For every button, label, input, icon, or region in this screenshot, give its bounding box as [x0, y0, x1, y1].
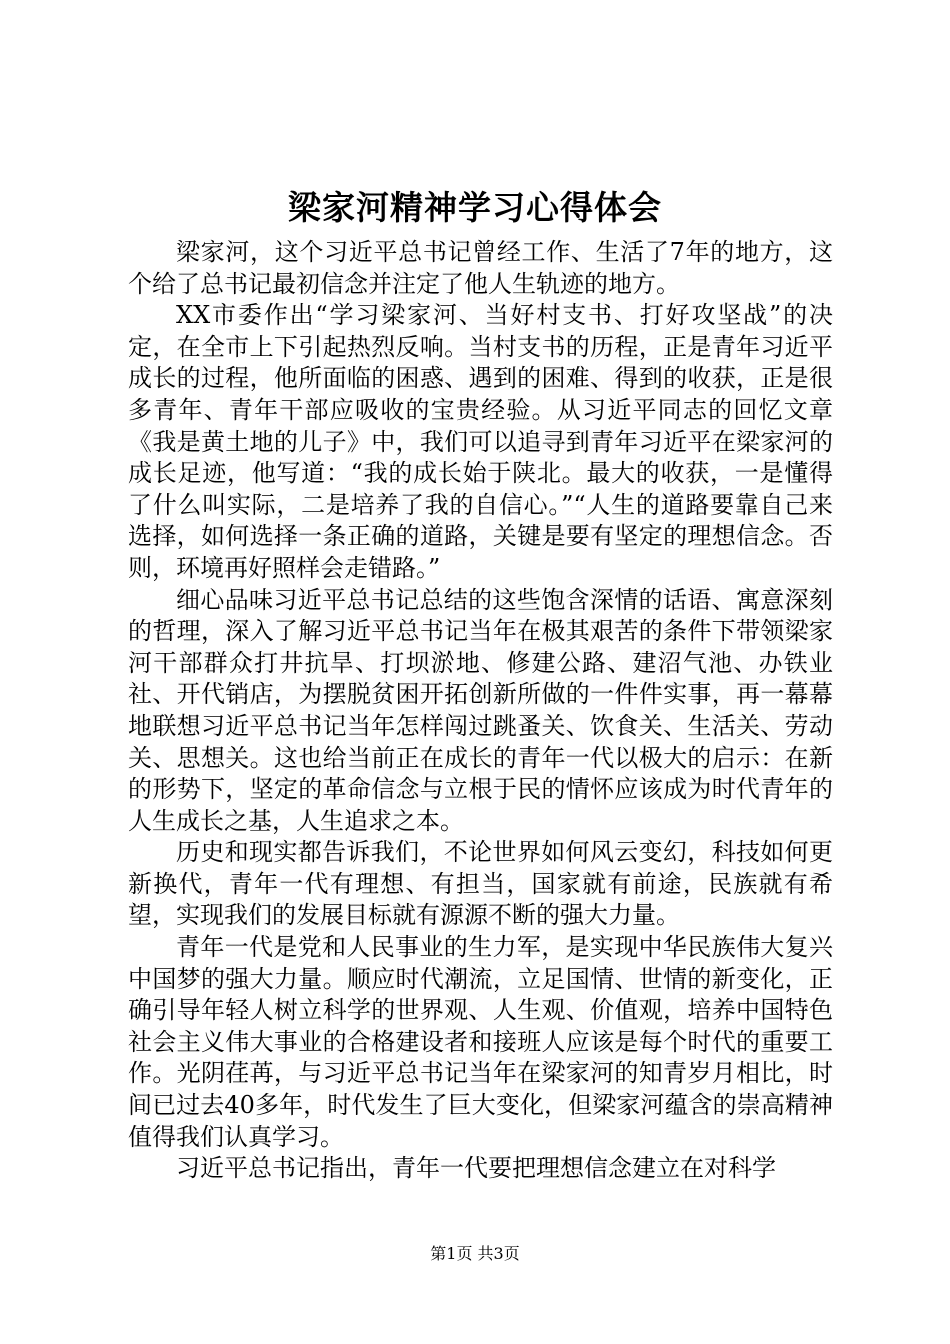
paragraph: 青年一代是党和人民事业的生力军，是实现中华民族伟大复兴中国梦的强大力量。顺应时代潮流，立足国情、世情的新变化，正确引导年轻人树立科学的世界观、人生观、价值观，培养中国特色社会主义伟大事业的合格建设者和接班人应该是每个时代的重要工作。光阴荏苒，与习近平总书记当年在梁家河的知青岁月相比，时间已过去40多年，时代发生了巨大变化，但梁家河蕴含的崇高精神值得我们认真学习。 — [128, 933, 833, 1151]
paragraph: 梁家河，这个习近平总书记曾经工作、生活了7年的地方，这个给了总书记最初信念并注定了他人生轨迹的地方。 — [128, 238, 833, 298]
paragraph: XX市委作出“学习梁家河、当好村支书、打好攻坚战”的决定，在全市上下引起热烈反响。当村支书的历程，正是青年习近平成长的过程，他所面临的困惑、遇到的困难、得到的收获，正是很多青年、青年干部应吸收的宝贵经验。从习近平同志的回忆文章《我是黄土地的儿子》中，我们可以追寻到青年习近平在梁家河的成长足迹，他写道：“我的成长始于陕北。最大的收获，一是懂得了什么叫实际，二是培养了我的自信心。”“人生的道路要靠自己来选择，如何选择一条正确的道路，关键是要有坚定的理想信念。否则，环境再好照样会走错路。” — [128, 301, 833, 582]
paragraph: 历史和现实都告诉我们，不论世界如何风云变幻，科技如何更新换代，青年一代有理想、有担当，国家就有前途，民族就有希望，实现我们的发展目标就有源源不断的强大力量。 — [128, 838, 833, 930]
document-body — [128, 237, 833, 1185]
paragraph: 细心品味习近平总书记总结的这些饱含深情的话语、寓意深刻的哲理，深入了解习近平总书记当年在极其艰苦的条件下带领梁家河干部群众打井抗旱、打坝淤地、修建公路、建沼气池、办铁业社、开代销店，为摆脱贫困开拓创新所做的一件件实事，再一幕幕地联想习近平总书记当年怎样闯过跳蚤关、饮食关、生活关、劳动关、思想关。这也给当前正在成长的青年一代以极大的启示：在新的形势下，坚定的革命信念与立根于民的情怀应该成为时代青年的人生成长之基，人生追求之本。 — [128, 585, 833, 835]
paragraph: 习近平总书记指出，青年一代要把理想信念建立在对科学 — [176, 1154, 776, 1183]
document-title: 梁家河精神学习心得体会 — [288, 188, 662, 227]
page-number-footer: 第1页 共3页 — [430, 1244, 520, 1263]
